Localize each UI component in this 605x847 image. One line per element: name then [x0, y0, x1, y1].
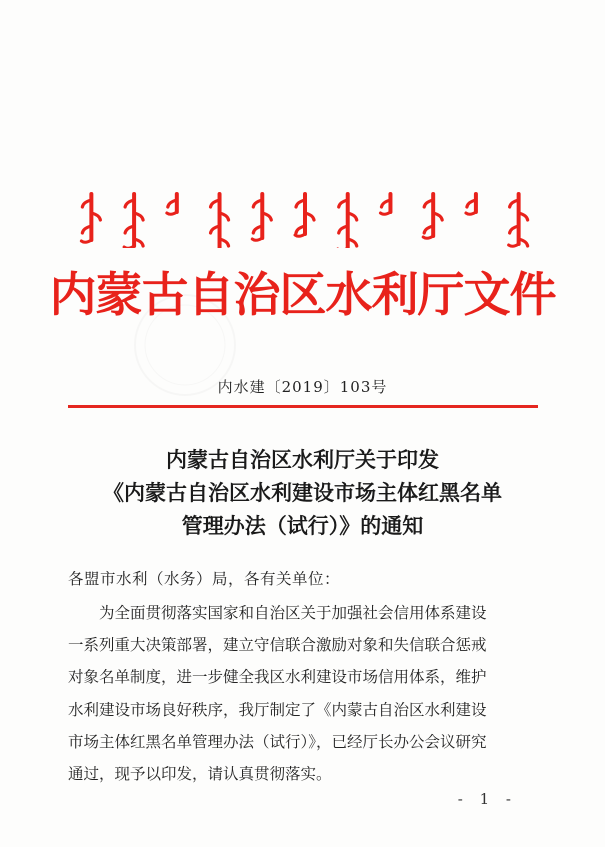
body-line: 一系列重大决策部署，建立守信联合激励对象和失信联合惩戒	[68, 636, 487, 655]
addressee: 各盟市水利（水务）局，各有关单位：	[68, 570, 341, 588]
document-number: 内水建〔2019〕103号	[217, 378, 388, 396]
mongolian-word-glyph	[423, 194, 442, 238]
body-line: 对象名单制度，进一步健全我区水利建设市场信用体系，维护	[68, 668, 487, 687]
mongolian-word-glyph	[380, 194, 390, 214]
mongolian-word-glyph	[295, 194, 314, 236]
agency-title: 内蒙古自治区水利厅文件	[49, 268, 556, 323]
mongolian-word-glyph	[509, 194, 528, 246]
notice-title-line: 内蒙古自治区水利厅关于印发	[166, 447, 439, 472]
mongolian-word-glyph	[124, 194, 143, 248]
body-line: 为全面贯彻落实国家和自治区关于加强社会信用体系建设	[99, 604, 487, 622]
body-line: 水利建设市场良好秩序，我厅制定了《内蒙古自治区水利建设	[68, 700, 487, 719]
body-line: 市场主体红黑名单管理办法（试行）》，已经厅长办公会议研究	[68, 732, 487, 751]
mongolian-script-title	[70, 188, 540, 248]
notice-title	[0, 443, 605, 542]
mongolian-word-glyph	[338, 194, 357, 248]
mongolian-word-glyph	[466, 194, 476, 214]
notice-title-line: 管理办法（试行）》的通知	[181, 513, 424, 538]
page-number: - 1 -	[457, 790, 517, 808]
red-divider-rule	[68, 405, 538, 408]
mongolian-word-glyph	[252, 194, 271, 240]
body-paragraph	[68, 597, 543, 790]
mongolian-word-glyph	[210, 194, 229, 248]
mongolian-word-glyph	[167, 194, 177, 214]
body-line: 通过，现予以印发，请认真贯彻落实。	[68, 765, 332, 784]
mongolian-word-glyph	[81, 194, 100, 242]
notice-title-line: 《内蒙古自治区水利建设市场主体红黑名单	[103, 480, 502, 505]
